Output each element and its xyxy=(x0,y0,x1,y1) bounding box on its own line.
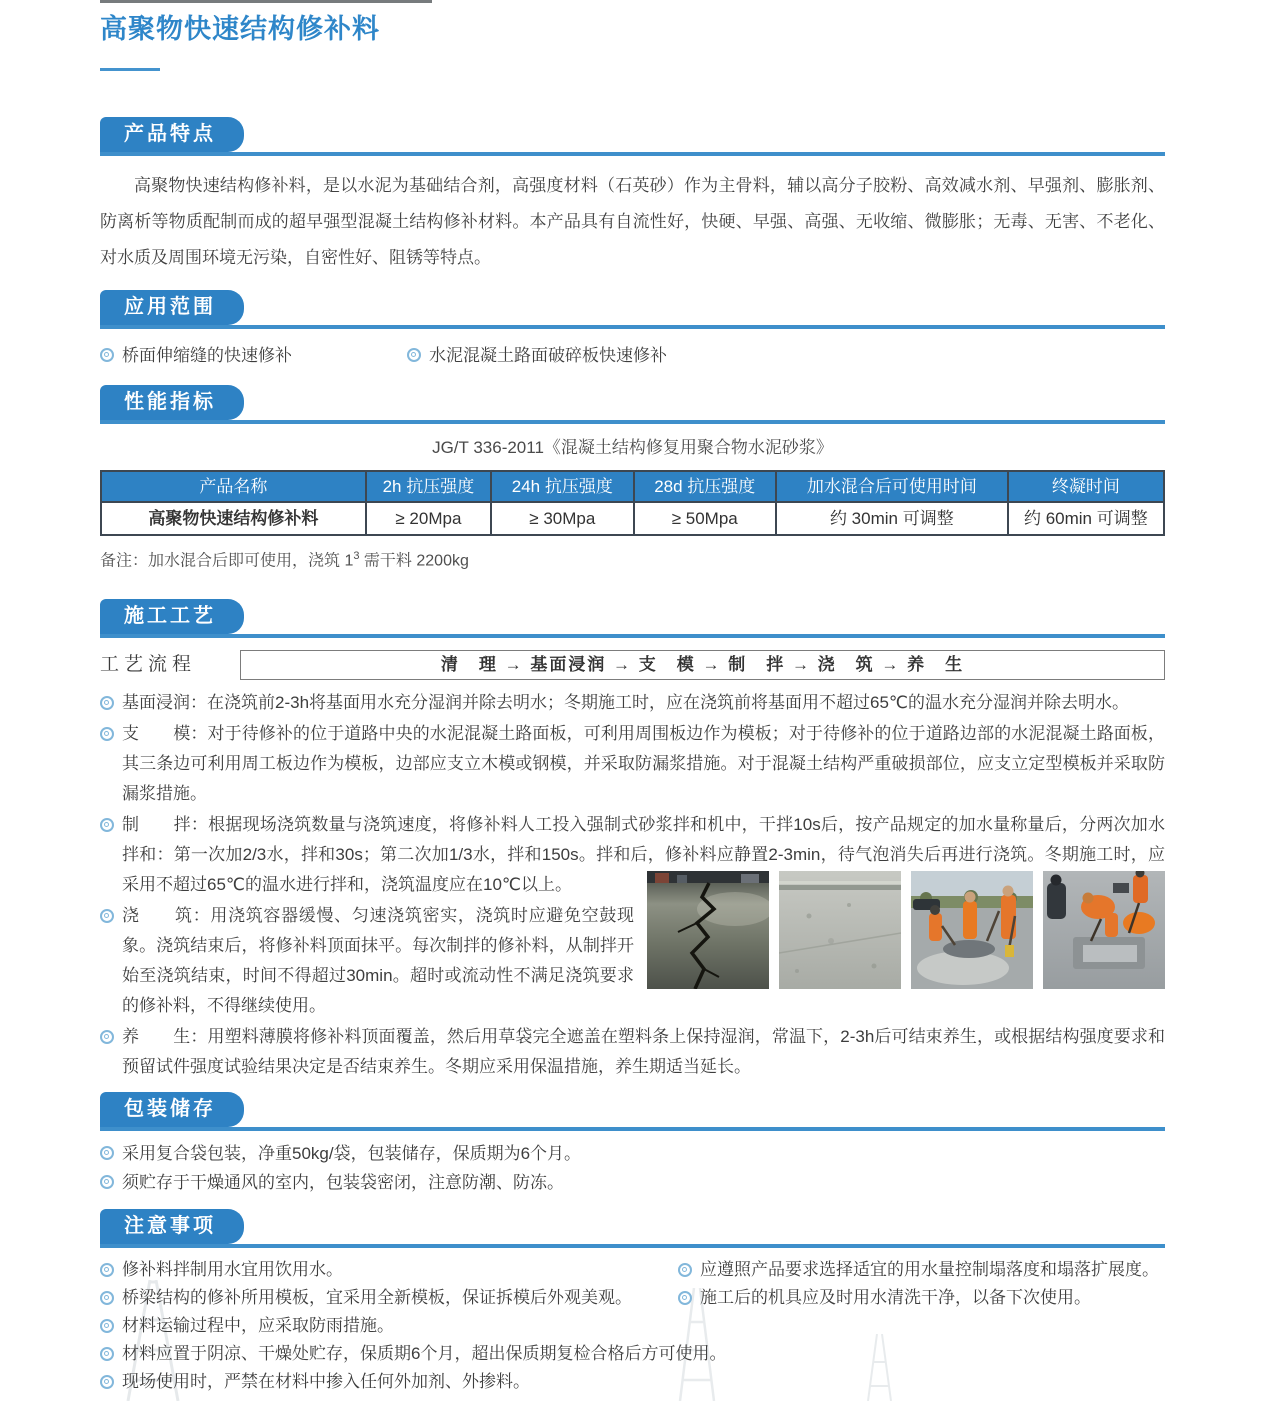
note-item-text: 应遵照产品要求选择适宜的用水量控制塌落度和塌落扩展度。 xyxy=(700,1260,1159,1280)
step-text: 制 拌：根据现场浇筑数量与浇筑速度，将修补料人工投入强制式砂浆拌和机中，干拌10s后，按产品规定的加水量称量后，分两次加水拌和：第一次加2/3水，拌和30s；第二次加1/3水，拌和150s。拌和后，修补料应静置2-3min，待气泡消失后再进行浇筑。冬期施工时，应采用不超过65℃的温水进行拌和，浇筑温度应在10℃以上。 xyxy=(122,815,1165,895)
ring-bullet-icon xyxy=(100,1175,114,1189)
note-item xyxy=(678,1284,1165,1312)
title-underline xyxy=(100,68,160,71)
cell-2h-strength: ≥ 20Mpa xyxy=(366,502,491,535)
section-head-packaging xyxy=(100,1092,1165,1131)
note-item xyxy=(100,1256,678,1284)
step-text: 基面浸润：在浇筑前2-3h将基面用水充分湿润并除去明水；冬期施工时，应在浇筑前将基面用不超过65℃的温水充分湿润并除去明水。 xyxy=(122,693,1130,713)
notes-list xyxy=(100,1256,1165,1396)
table-remark xyxy=(100,544,1165,573)
ring-bullet-icon xyxy=(100,1263,114,1277)
col-header-final-set-time: 终凝时间 xyxy=(1008,471,1164,502)
ring-bullet-icon xyxy=(100,1319,114,1333)
workers-pouring-repair-mortar-photo xyxy=(1043,871,1165,989)
application-item xyxy=(100,343,407,369)
packaging-item-text: 须贮存于干燥通风的室内，包装袋密闭，注意防潮、防冻。 xyxy=(122,1173,564,1193)
section-head-process xyxy=(100,599,1165,638)
performance-table xyxy=(100,470,1165,536)
remark-text: 需干料 2200kg xyxy=(359,552,469,570)
note-item-text: 材料运输过程中，应采取防雨措施。 xyxy=(122,1316,394,1336)
application-items xyxy=(100,343,1165,369)
section-tab-packaging: 包装储存 xyxy=(100,1092,244,1127)
section-head-application xyxy=(100,290,1165,329)
ring-bullet-icon xyxy=(100,348,114,362)
ring-bullet-icon xyxy=(100,1375,114,1389)
process-flow-row xyxy=(100,650,1165,680)
ring-bullet-icon xyxy=(100,696,114,710)
section-head-performance xyxy=(100,385,1165,424)
note-item xyxy=(100,1340,726,1368)
notes-row xyxy=(100,1312,1165,1340)
section-head-features xyxy=(100,117,1165,156)
col-header-24h-strength: 24h 抗压强度 xyxy=(491,471,633,502)
ring-bullet-icon xyxy=(407,348,421,362)
process-step-formwork xyxy=(100,719,1165,809)
note-item-text: 修补料拌制用水宜用饮用水。 xyxy=(122,1260,343,1280)
step-text: 养 生：用塑料薄膜将修补料顶面覆盖，然后用草袋完全遮盖在塑料条上保持湿润，常温下，2-3h后可结束养生，或根据结构强度要求和预留试件强度试验结果决定是否结束养生。冬期应采用保温措施，养生期适当延长。 xyxy=(122,1027,1165,1077)
remark-text: 备注：加水混合后即可使用，浇筑 1 xyxy=(100,552,354,570)
note-item xyxy=(678,1256,1165,1284)
packaging-item xyxy=(100,1168,1165,1197)
notes-row xyxy=(100,1256,1165,1284)
ring-bullet-icon xyxy=(100,1030,114,1044)
col-header-usable-time: 加水混合后可使用时间 xyxy=(776,471,1008,502)
notes-row xyxy=(100,1368,1165,1396)
note-item-text: 材料应置于阴凉、干燥处贮存，保质期6个月，超出保质期复检合格后方可使用。 xyxy=(122,1344,727,1364)
cell-28d-strength: ≥ 50Mpa xyxy=(634,502,776,535)
section-head-notes xyxy=(100,1209,1165,1248)
packaging-item-text: 采用复合袋包装，净重50kg/袋，包装储存，保质期为6个月。 xyxy=(122,1144,582,1164)
application-item-label: 桥面伸缩缝的快速修补 xyxy=(122,346,292,365)
section-tab-application: 应用范围 xyxy=(100,290,244,325)
ring-bullet-icon xyxy=(100,1291,114,1305)
cell-final-set-time: 约 60min 可调整 xyxy=(1008,502,1164,535)
ring-bullet-icon xyxy=(100,1347,114,1361)
packaging-item xyxy=(100,1139,1165,1168)
note-item-text: 桥梁结构的修补所用模板，宜采用全新模板，保证拆模后外观美观。 xyxy=(122,1288,632,1308)
table-data-row xyxy=(101,502,1164,535)
construction-photo-strip xyxy=(647,871,1165,989)
col-header-product-name: 产品名称 xyxy=(101,471,366,502)
packaging-items xyxy=(100,1139,1165,1197)
notes-row xyxy=(100,1284,1165,1312)
section-tab-performance: 性能指标 xyxy=(100,385,244,420)
step-text: 浇 筑：用浇筑容器缓慢、匀速浇筑密实，浇筑时应避免空鼓现象。浇筑结束后，将修补料顶面抹平。每次制拌的修补料，从制拌开始至浇筑结束，时间不得超过30min。超时或流动性不满足浇筑要求的修补料，不得继续使用。 xyxy=(122,906,634,1016)
note-item xyxy=(100,1312,394,1340)
notes-row xyxy=(100,1340,1165,1368)
workers-removing-broken-slab-photo xyxy=(911,871,1033,989)
cell-usable-time: 约 30min 可调整 xyxy=(776,502,1008,535)
col-header-2h-strength: 2h 抗压强度 xyxy=(366,471,491,502)
ring-bullet-icon xyxy=(100,909,114,923)
process-step-curing xyxy=(100,1022,1165,1082)
note-item xyxy=(100,1368,530,1396)
repaired-concrete-surface-photo xyxy=(779,871,901,989)
flow-sequence-box: 清 理 → 基面浸润 → 支 模 → 制 拌 → 浇 筑 → 养 生 xyxy=(240,650,1165,680)
ring-bullet-icon xyxy=(678,1291,692,1305)
application-item xyxy=(407,343,667,369)
cracked-concrete-pavement-photo xyxy=(647,871,769,989)
cell-product-name: 高聚物快速结构修补料 xyxy=(101,502,366,535)
table-header-row xyxy=(101,471,1164,502)
features-paragraph: 高聚物快速结构修补料，是以水泥为基础结合剂，高强度材料（石英砂）作为主骨料，辅以高分子胶粉、高效减水剂、早强剂、膨胀剂、防离析等物质配制而成的超早强型混凝土结构修补材料。本产品具有自流性好，快硬、早强、高强、无收缩、微膨胀；无毒、无害、不老化、对水质及周围环境无污染，自密性好、阻锈等特点。 xyxy=(100,176,1165,267)
note-item-text: 现场使用时，严禁在材料中掺入任何外加剂、外掺料。 xyxy=(122,1372,530,1392)
note-item-text: 施工后的机具应及时用水清洗干净，以备下次使用。 xyxy=(700,1288,1091,1308)
section-tab-process: 施工工艺 xyxy=(100,599,244,634)
remark-superscript: 3 xyxy=(353,550,360,562)
application-item-label: 水泥混凝土路面破碎板快速修补 xyxy=(429,346,667,365)
ring-bullet-icon xyxy=(100,818,114,832)
page-title: 高聚物快速结构修补料 xyxy=(100,14,380,44)
standard-reference: JG/T 336-2011《混凝土结构修复用聚合物水泥砂浆》 xyxy=(432,438,833,457)
flow-label: 工艺流程 xyxy=(100,654,197,676)
ring-bullet-icon xyxy=(100,727,114,741)
step-text: 支 模：对于待修补的位于道路中央的水泥混凝土路面板，可利用周围板边作为模板；对于待修补的位于道路边部的水泥混凝土路面板，其三条边可利用周工板边作为模板，边部应支立木模或钢模，并采取防漏浆措施。对于混凝土结构严重破损部位，应支立定型模板并采取防漏浆措施。 xyxy=(122,724,1165,804)
cell-24h-strength: ≥ 30Mpa xyxy=(491,502,633,535)
col-header-28d-strength: 28d 抗压强度 xyxy=(634,471,776,502)
note-item xyxy=(100,1284,678,1312)
process-step-wetting xyxy=(100,688,1165,718)
ring-bullet-icon xyxy=(678,1263,692,1277)
process-steps xyxy=(100,688,1165,1082)
ring-bullet-icon xyxy=(100,1146,114,1160)
section-tab-features: 产品特点 xyxy=(100,117,244,152)
section-tab-notes: 注意事项 xyxy=(100,1209,244,1244)
